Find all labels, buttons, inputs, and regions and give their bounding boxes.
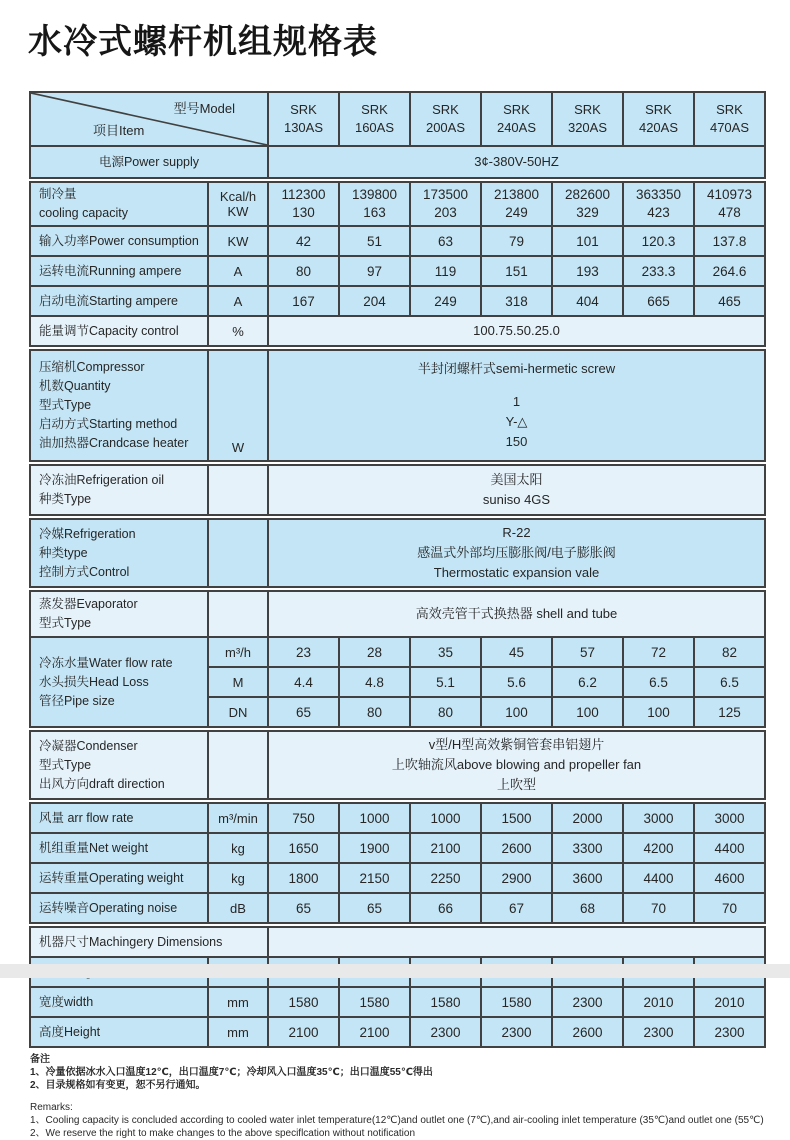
table-row: [30, 316, 765, 348]
row-label-cell: [30, 463, 208, 517]
text-line: 470AS: [709, 120, 750, 135]
value-cell: 68: [552, 893, 623, 925]
text-line: SRK: [290, 102, 317, 117]
unit-cell: dB: [208, 893, 268, 925]
text-line: Kcal/h: [219, 189, 257, 204]
text-line: 282600: [564, 187, 611, 202]
row-label-cell: [30, 316, 208, 348]
value-cell: 100: [481, 697, 552, 729]
text-line: 压缩机Compressor: [39, 360, 145, 374]
text-line: 管径Pipe size: [39, 693, 115, 708]
text-line: 美国太阳: [490, 472, 543, 487]
unit-cell: [208, 729, 268, 801]
unit-cell: KW: [208, 226, 268, 256]
unit-cell: kg: [208, 833, 268, 863]
page-title: 水冷式螺杆机组规格表: [28, 23, 378, 61]
row-label-cell: [30, 146, 268, 180]
text-line: 型式Type: [39, 757, 92, 772]
row-label-cell: [30, 180, 208, 226]
unit-cell: [208, 463, 268, 517]
value-cell: [623, 180, 694, 226]
text-line: 112300: [281, 187, 326, 202]
value-cell: 2300: [410, 1017, 481, 1047]
text-line: 种类Type: [39, 492, 92, 506]
value-cell: 1580: [339, 987, 410, 1017]
row-label-cell: [30, 925, 268, 957]
text-line: 半封闭螺杆式semi-hermetic screw: [417, 361, 616, 376]
value-cell: [410, 180, 481, 226]
text-line: suniso 4GS: [482, 492, 551, 507]
text-line: 203: [434, 205, 457, 220]
text-line: 249: [505, 205, 528, 220]
value-cell: 79: [481, 226, 552, 256]
value-cell: [552, 180, 623, 226]
unit-cell: M: [208, 667, 268, 697]
value-cell: 204: [339, 286, 410, 316]
text-line: 感温式外部均压膨胀阀/电子膨胀阀: [417, 545, 616, 560]
value-cell: 70: [694, 893, 765, 925]
text-line: 163: [363, 205, 386, 220]
value-cell: 2100: [268, 1017, 339, 1047]
text-line: SRK: [574, 102, 601, 117]
row-label-cell: [30, 637, 208, 729]
value-cell: 28: [339, 637, 410, 667]
table-row: [30, 925, 765, 957]
table-row: [30, 256, 765, 286]
text-line: 478: [718, 205, 741, 220]
text-line: 320AS: [567, 120, 608, 135]
text-line: 蒸发器Evaporator: [39, 597, 138, 611]
merged-value-cell: [268, 146, 765, 180]
value-cell: 45: [481, 637, 552, 667]
footnotes: [30, 1053, 790, 1140]
value-cell: 80: [339, 697, 410, 729]
text-line: 410973: [706, 187, 753, 202]
value-cell: [481, 180, 552, 226]
value-cell: 72: [623, 637, 694, 667]
value-cell: 35: [410, 637, 481, 667]
text-line: SRK: [503, 102, 530, 117]
note-line: 1、Cooling capacity is concluded according to cooled water inlet temperature(12℃)and outlet one (7℃),and air-cooling inlet temperature (35℃)and outlet one (55℃): [30, 1115, 764, 1126]
unit-cell: m³/min: [208, 801, 268, 833]
value-cell: 70: [623, 893, 694, 925]
row-label-cell: [30, 517, 208, 589]
row-label-cell: [30, 1017, 208, 1047]
text-line: 运转噪音Operating noise: [39, 900, 178, 915]
value-cell: 318: [481, 286, 552, 316]
row-label-cell: [30, 286, 208, 316]
value-cell: 67: [481, 893, 552, 925]
text-line: 173500: [422, 187, 469, 202]
value-cell: [694, 180, 765, 226]
note-line: Remarks:: [30, 1102, 73, 1113]
text-line: 输入功率Power consumption: [39, 233, 199, 248]
text-line: 种类type: [39, 545, 88, 560]
value-cell: 2010: [623, 987, 694, 1017]
value-cell: 2300: [481, 1017, 552, 1047]
value-cell: 2300: [694, 1017, 765, 1047]
text-line: SRK: [361, 102, 388, 117]
value-cell: 2250: [410, 863, 481, 893]
value-cell: 665: [623, 286, 694, 316]
unit-cell: DN: [208, 697, 268, 729]
value-cell: 167: [268, 286, 339, 316]
row-label-cell: [30, 833, 208, 863]
value-cell: 137.8: [694, 226, 765, 256]
value-cell: 750: [268, 801, 339, 833]
value-cell: 125: [694, 697, 765, 729]
table-row: [30, 286, 765, 316]
text-line: 139800: [351, 187, 398, 202]
value-cell: 63: [410, 226, 481, 256]
text-line: 329: [576, 205, 599, 220]
value-cell: [339, 180, 410, 226]
value-cell: 119: [410, 256, 481, 286]
text-line: 363350: [635, 187, 682, 202]
value-cell: 6.5: [623, 667, 694, 697]
table-row: [30, 833, 765, 863]
text-line: Y-△: [505, 414, 528, 429]
value-cell: 97: [339, 256, 410, 286]
text-line: SRK: [645, 102, 672, 117]
text-line: 160AS: [354, 120, 395, 135]
text-line: Thermostatic expansion vale: [433, 565, 600, 580]
table-row: [30, 637, 765, 667]
notes-chinese: [30, 1053, 790, 1092]
value-cell: 80: [410, 697, 481, 729]
table-row: [30, 517, 765, 589]
note-line: 2、We reserve the right to make changes to the above speciflcation without notification: [30, 1128, 416, 1139]
unit-cell: [208, 589, 268, 637]
text-line: 控制方式Control: [39, 564, 130, 579]
value-cell: 3000: [694, 801, 765, 833]
text-line: 机组重量Net weight: [39, 840, 149, 855]
text-line: 机数Quantity: [39, 379, 111, 393]
text-line: 运转电流Running ampere: [39, 263, 182, 278]
unit-cell: mm: [208, 987, 268, 1017]
table-row: [30, 801, 765, 833]
value-cell: 6.2: [552, 667, 623, 697]
value-cell: [268, 180, 339, 226]
row-label-cell: [30, 589, 208, 637]
notes-english: [30, 1101, 790, 1140]
text-line: 213800: [493, 187, 540, 202]
row-label-cell: [30, 256, 208, 286]
text-line: SRK: [716, 102, 743, 117]
text-line: 130AS: [283, 120, 324, 135]
text-line: 240AS: [496, 120, 537, 135]
table-row: [30, 1017, 765, 1047]
value-cell: 4600: [694, 863, 765, 893]
text-line: 启动方式Starting method: [39, 417, 178, 431]
text-line: 型式Type: [39, 398, 92, 412]
text-line: cooling capacity: [39, 206, 128, 220]
value-cell: 151: [481, 256, 552, 286]
row-label-cell: [30, 893, 208, 925]
text-line: 水头损失Head Loss: [39, 674, 149, 689]
value-cell: 2300: [552, 987, 623, 1017]
value-cell: 233.3: [623, 256, 694, 286]
value-cell: 82: [694, 637, 765, 667]
text-line: 冷凝器Condenser: [39, 738, 138, 753]
value-cell: 57: [552, 637, 623, 667]
text-line: 机器尺寸Machingery Dimensions: [39, 934, 223, 949]
model-header-cell: [623, 92, 694, 146]
unit-cell: [208, 517, 268, 589]
value-cell: 1650: [268, 833, 339, 863]
value-cell: 65: [339, 893, 410, 925]
merged-value-cell: [268, 925, 765, 957]
text-line: SRK: [432, 102, 459, 117]
value-cell: 4200: [623, 833, 694, 863]
row-label-cell: [30, 801, 208, 833]
text-line: 运转重量Operating weight: [39, 870, 184, 885]
text-line: R-22: [502, 525, 531, 540]
text-line: 冷媒Refrigeration: [39, 526, 136, 541]
value-cell: 4400: [623, 863, 694, 893]
text-line: 制冷量: [39, 187, 77, 201]
merged-value-cell: [268, 517, 765, 589]
value-cell: 1500: [481, 801, 552, 833]
note-line: 备注: [30, 1054, 50, 1065]
value-cell: 101: [552, 226, 623, 256]
corner-model-label: 型号Model: [173, 101, 235, 116]
table-row: [30, 463, 765, 517]
value-cell: 404: [552, 286, 623, 316]
value-cell: 1800: [268, 863, 339, 893]
table-row: [30, 729, 765, 801]
value-cell: 6.5: [694, 667, 765, 697]
model-header-cell: [552, 92, 623, 146]
table-row: [30, 146, 765, 180]
value-cell: 2300: [623, 1017, 694, 1047]
text-line: 200AS: [425, 120, 466, 135]
merged-value-cell: [268, 348, 765, 463]
value-cell: 1580: [268, 987, 339, 1017]
text-line: 出风方向draft direction: [39, 776, 165, 791]
value-cell: 193: [552, 256, 623, 286]
value-cell: 100: [623, 697, 694, 729]
unit-cell: W: [208, 348, 268, 463]
row-label-cell: [30, 987, 208, 1017]
value-cell: 100: [552, 697, 623, 729]
model-header-cell: [694, 92, 765, 146]
unit-cell: kg: [208, 863, 268, 893]
value-cell: 65: [268, 697, 339, 729]
spec-table: [29, 91, 766, 1048]
text-line: 420AS: [638, 120, 679, 135]
unit-cell: m³/h: [208, 637, 268, 667]
value-cell: 2150: [339, 863, 410, 893]
value-cell: 4.8: [339, 667, 410, 697]
text-line: 高效壳管干式换热器 shell and tube: [415, 606, 618, 621]
text-line: 100.75.50.25.0: [473, 323, 560, 338]
merged-value-cell: [268, 589, 765, 637]
text-line: 冷冻水量Water flow rate: [39, 655, 173, 670]
bottom-strip: [0, 964, 790, 978]
value-cell: 1000: [339, 801, 410, 833]
text-line: 风量 arr flow rate: [39, 810, 134, 825]
text-line: 150: [505, 434, 528, 449]
text-line: 3¢-380V-50HZ: [474, 154, 559, 169]
unit-cell: mm: [208, 1017, 268, 1047]
note-line: 1、冷量依据冰水入口温度12℃，出口温度7℃；冷却风入口温度35℃；出口温度55℃得出: [30, 1067, 433, 1078]
value-cell: 2010: [694, 987, 765, 1017]
merged-value-cell: [268, 463, 765, 517]
text-line: 宽度width: [39, 994, 94, 1009]
table-row: [30, 893, 765, 925]
row-label-cell: [30, 863, 208, 893]
unit-cell: [208, 180, 268, 226]
value-cell: 1580: [481, 987, 552, 1017]
value-cell: 1580: [410, 987, 481, 1017]
value-cell: 249: [410, 286, 481, 316]
value-cell: 2100: [410, 833, 481, 863]
unit-cell: A: [208, 286, 268, 316]
value-cell: 2000: [552, 801, 623, 833]
text-line: 油加热器Crandcase heater: [39, 436, 189, 450]
table-row: [30, 863, 765, 893]
value-cell: 5.6: [481, 667, 552, 697]
table-row: [30, 226, 765, 256]
value-cell: 2100: [339, 1017, 410, 1047]
value-cell: 120.3: [623, 226, 694, 256]
text-line: 423: [647, 205, 670, 220]
model-header-cell: [410, 92, 481, 146]
value-cell: 2600: [552, 1017, 623, 1047]
value-cell: 5.1: [410, 667, 481, 697]
row-label-cell: [30, 226, 208, 256]
value-cell: 23: [268, 637, 339, 667]
merged-value-cell: [268, 316, 765, 348]
merged-value-cell: [268, 729, 765, 801]
value-cell: 4.4: [268, 667, 339, 697]
value-cell: 1000: [410, 801, 481, 833]
value-cell: 80: [268, 256, 339, 286]
text-line: 1: [512, 394, 521, 409]
model-header-cell: [481, 92, 552, 146]
text-line: 高度Height: [39, 1024, 101, 1039]
table-row: [30, 348, 765, 463]
value-cell: 65: [268, 893, 339, 925]
note-line: 2、目录规格如有变更，恕不另行通知。: [30, 1080, 206, 1091]
spec-table-container: [29, 91, 790, 1048]
text-line: 电源Power supply: [98, 154, 200, 169]
value-cell: 66: [410, 893, 481, 925]
text-line: 上吹型: [496, 777, 536, 792]
row-label-cell: [30, 729, 208, 801]
value-cell: 51: [339, 226, 410, 256]
unit-cell: %: [208, 316, 268, 348]
unit-cell: A: [208, 256, 268, 286]
text-line: 能量调节Capacity control: [39, 323, 179, 338]
value-cell: 2600: [481, 833, 552, 863]
corner-item-label: 项目Item: [93, 123, 145, 138]
value-cell: 3300: [552, 833, 623, 863]
value-cell: 465: [694, 286, 765, 316]
text-line: v型/H型高效紫铜管套串铝翅片: [428, 737, 605, 752]
value-cell: 264.6: [694, 256, 765, 286]
text-line: 上吹轴流风above blowing and propeller fan: [391, 757, 642, 772]
value-cell: 3000: [623, 801, 694, 833]
value-cell: 4400: [694, 833, 765, 863]
value-cell: 3600: [552, 863, 623, 893]
value-cell: 2900: [481, 863, 552, 893]
table-row: [30, 589, 765, 637]
row-label-cell: [30, 348, 208, 463]
table-row: [30, 987, 765, 1017]
text-line: 冷冻油Refrigeration oil: [39, 473, 165, 487]
text-line: KW: [227, 204, 249, 219]
value-cell: 1900: [339, 833, 410, 863]
text-line: 130: [292, 205, 315, 220]
model-item-corner-cell: [30, 92, 268, 146]
table-row: [30, 180, 765, 226]
text-line: 型式Type: [39, 616, 92, 630]
text-line: 启动电流Starting ampere: [39, 293, 178, 308]
model-header-cell: [268, 92, 339, 146]
model-header-cell: [339, 92, 410, 146]
header-row: [30, 92, 765, 146]
value-cell: 42: [268, 226, 339, 256]
